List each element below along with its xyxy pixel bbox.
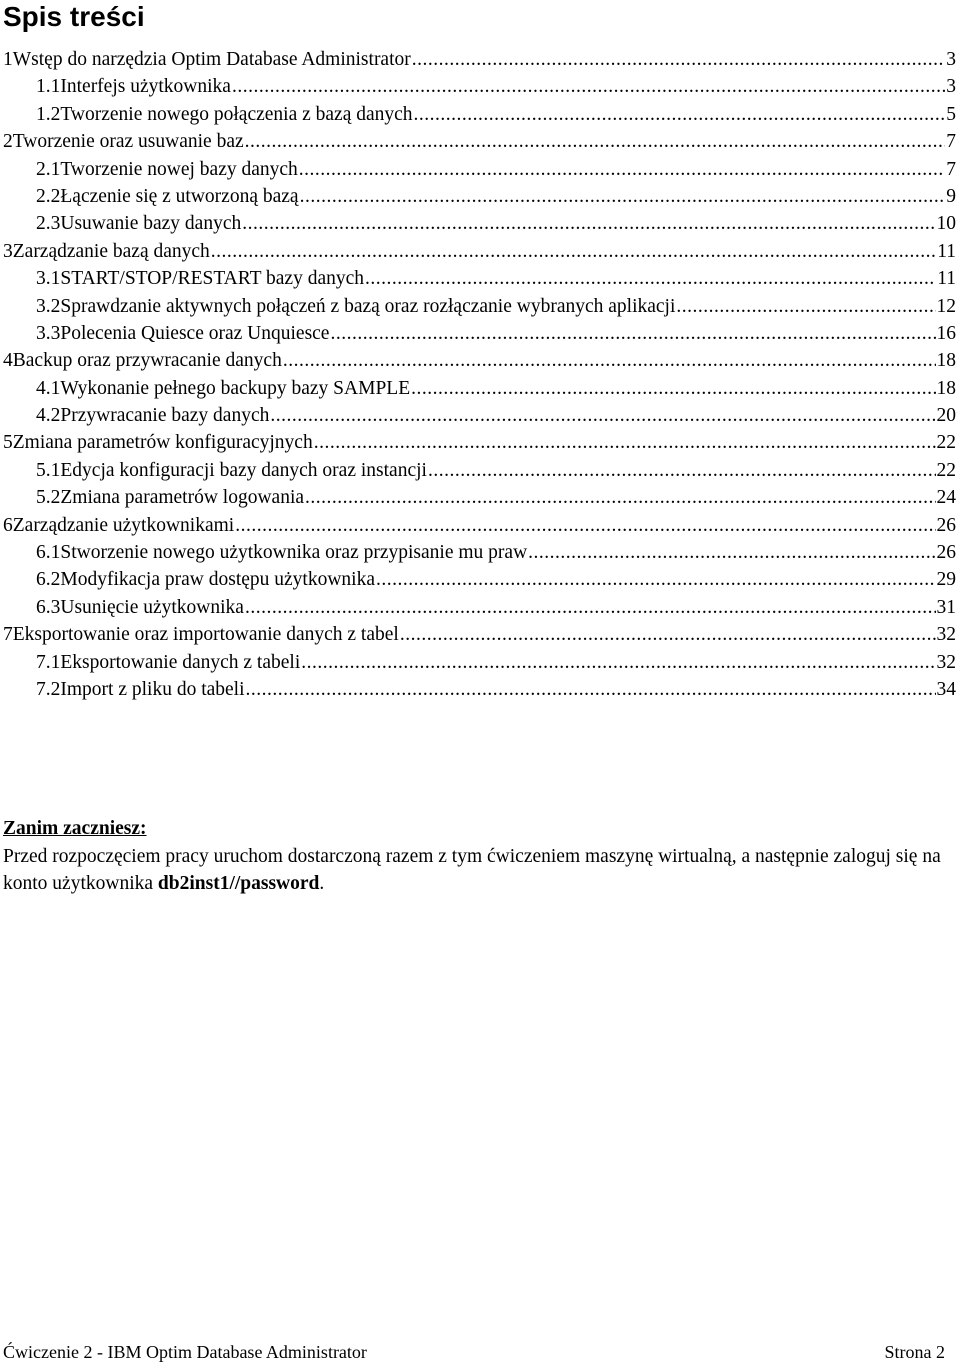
- toc-entry[interactable]: [0, 512, 960, 539]
- toc-entry-page: 18: [936, 377, 956, 399]
- toc-entry[interactable]: [0, 238, 960, 265]
- toc-entry-label: 7Eksportowanie oraz importowanie danych z tabel: [3, 624, 399, 646]
- toc-entry-label: 1.2Tworzenie nowego połączenia z bazą danych: [36, 103, 413, 125]
- toc-entry-label: 3.1START/STOP/RESTART bazy danych: [36, 268, 365, 290]
- toc-entry[interactable]: [0, 375, 960, 402]
- toc-entry-label: 6.1Stworzenie nowego użytkownika oraz przypisanie mu praw: [36, 542, 528, 564]
- toc-dot-leader: [676, 293, 935, 320]
- toc-entry-page: 24: [936, 487, 956, 509]
- toc-entry[interactable]: [0, 156, 960, 183]
- toc-dot-leader: [235, 512, 935, 539]
- toc-entry[interactable]: [0, 676, 960, 703]
- toc-entry-page: 3: [946, 49, 956, 70]
- toc-dot-leader: [365, 265, 936, 292]
- toc-entry-label: 2.3Usuwanie bazy danych: [36, 213, 242, 235]
- toc-dot-leader: [232, 73, 945, 100]
- toc-entry-label: 2.1Tworzenie nowej bazy danych: [36, 158, 298, 180]
- toc-dot-leader: [305, 484, 935, 511]
- intro-text-before: Przed rozpoczęciem pracy uruchom dostarczoną razem z tym ćwiczeniem maszynę wirtualną, a następnie zaloguj się na konto użytkownika: [3, 845, 941, 894]
- toc-dot-leader: [245, 128, 946, 155]
- toc-entry[interactable]: [0, 566, 960, 593]
- toc-entry-page: 11: [937, 268, 956, 290]
- toc-entry-page: 20: [936, 405, 956, 427]
- page-footer: [3, 1340, 945, 1364]
- toc-entry-label: 4.2Przywracanie bazy danych: [36, 405, 270, 427]
- toc-title: Spis treści: [3, 1, 145, 32]
- toc-entry[interactable]: [0, 73, 960, 100]
- toc-entry-page: 32: [936, 651, 956, 673]
- footer-document-title: Ćwiczenie 2 - IBM Optim Database Administrator: [3, 1342, 367, 1362]
- toc-dot-leader: [300, 183, 946, 210]
- toc-entry[interactable]: [0, 183, 960, 210]
- toc-entry-label: 1Wstęp do narzędzia Optim Database Administrator: [3, 49, 411, 70]
- toc-dot-leader: [245, 594, 936, 621]
- toc-entry-label: 6.3Usunięcie użytkownika: [36, 596, 244, 618]
- toc-dot-leader: [411, 375, 935, 402]
- toc-entry-page: 34: [936, 678, 956, 700]
- toc-list: [0, 46, 960, 703]
- toc-entry-label: 4Backup oraz przywracanie danych: [3, 350, 282, 372]
- toc-entry[interactable]: [0, 128, 960, 155]
- toc-entry-page: 26: [936, 514, 956, 536]
- toc-entry-page: 12: [936, 295, 956, 317]
- toc-entry-label: 7.2Import z pliku do tabeli: [36, 678, 245, 700]
- toc-dot-leader: [528, 539, 935, 566]
- toc-entry[interactable]: [0, 649, 960, 676]
- toc-entry-page: 18: [936, 350, 956, 372]
- toc-entry[interactable]: [0, 347, 960, 374]
- toc-entry[interactable]: [0, 402, 960, 429]
- toc-entry-page: 7: [946, 131, 956, 153]
- toc-dot-leader: [246, 676, 936, 703]
- toc-entry[interactable]: [0, 320, 960, 347]
- toc-dot-leader: [242, 210, 935, 237]
- toc-entry-page: 7: [946, 158, 956, 180]
- toc-entry[interactable]: [0, 265, 960, 292]
- toc-entry[interactable]: [0, 457, 960, 484]
- toc-entry-label: 3.2Sprawdzanie aktywnych połączeń z bazą oraz rozłączanie wybranych aplikacji: [36, 295, 676, 317]
- toc-dot-leader: [412, 46, 946, 73]
- toc-entry[interactable]: [0, 594, 960, 621]
- toc-entry[interactable]: [0, 539, 960, 566]
- toc-entry-label: 5.1Edycja konfiguracji bazy danych oraz instancji: [36, 459, 427, 481]
- toc-dot-leader: [314, 429, 936, 456]
- intro-text-after: .: [319, 873, 325, 894]
- toc-dot-leader: [414, 101, 946, 128]
- toc-entry[interactable]: [0, 484, 960, 511]
- toc-entry-page: 29: [936, 569, 956, 591]
- toc-entry-page: 22: [936, 459, 956, 481]
- toc-entry-label: 1.1Interfejs użytkownika: [36, 76, 231, 98]
- toc-entry-page: 16: [936, 322, 956, 344]
- toc-entry-label: 5.2Zmiana parametrów logowania: [36, 487, 305, 509]
- toc-entry-label: 3.3Polecenia Quiesce oraz Unquiesce: [36, 322, 330, 344]
- intro-heading: Zanim zaczniesz:: [3, 818, 147, 839]
- toc-dot-leader: [400, 621, 936, 648]
- toc-entry-label: 6Zarządzanie użytkownikami: [3, 514, 235, 536]
- toc-dot-leader: [428, 457, 936, 484]
- toc-dot-leader: [330, 320, 935, 347]
- toc-entry[interactable]: [0, 46, 960, 73]
- toc-entry-label: 7.1Eksportowanie danych z tabeli: [36, 651, 301, 673]
- toc-entry-page: 26: [936, 542, 956, 564]
- toc-entry-label: 5Zmiana parametrów konfiguracyjnych: [3, 432, 313, 454]
- toc-entry[interactable]: [0, 293, 960, 320]
- toc-dot-leader: [376, 566, 935, 593]
- login-credentials: db2inst1//password: [157, 873, 320, 894]
- toc-entry-label: 3Zarządzanie bazą danych: [3, 240, 210, 262]
- toc-entry-page: 32: [936, 624, 956, 646]
- toc-entry[interactable]: [0, 429, 960, 456]
- toc-entry-label: 2.2Łączenie się z utworzoną bazą: [36, 185, 299, 207]
- toc-entry-page: 31: [936, 596, 956, 618]
- toc-dot-leader: [299, 156, 945, 183]
- toc-entry[interactable]: [0, 210, 960, 237]
- toc-entry-page: 3: [946, 76, 956, 98]
- toc-entry-label: 2Tworzenie oraz usuwanie baz: [3, 131, 244, 153]
- toc-dot-leader: [211, 238, 936, 265]
- toc-entry-page: 5: [946, 103, 956, 125]
- footer-page-number: Strona 2: [884, 1342, 945, 1362]
- intro-body: [3, 843, 943, 898]
- toc-entry-label: 6.2Modyfikacja praw dostępu użytkownika: [36, 569, 376, 591]
- toc-dot-leader: [283, 347, 936, 374]
- toc-entry[interactable]: [0, 621, 960, 648]
- intro-section: [3, 815, 943, 898]
- toc-entry-page: 11: [937, 240, 956, 262]
- toc-dot-leader: [301, 649, 935, 676]
- toc-entry-label: 4.1Wykonanie pełnego backupy bazy SAMPLE: [36, 377, 411, 399]
- toc-entry-page: 22: [936, 432, 956, 454]
- toc-entry[interactable]: [0, 101, 960, 128]
- toc-entry-page: 9: [946, 185, 956, 207]
- toc-entry-page: 10: [936, 213, 956, 235]
- toc-dot-leader: [270, 402, 935, 429]
